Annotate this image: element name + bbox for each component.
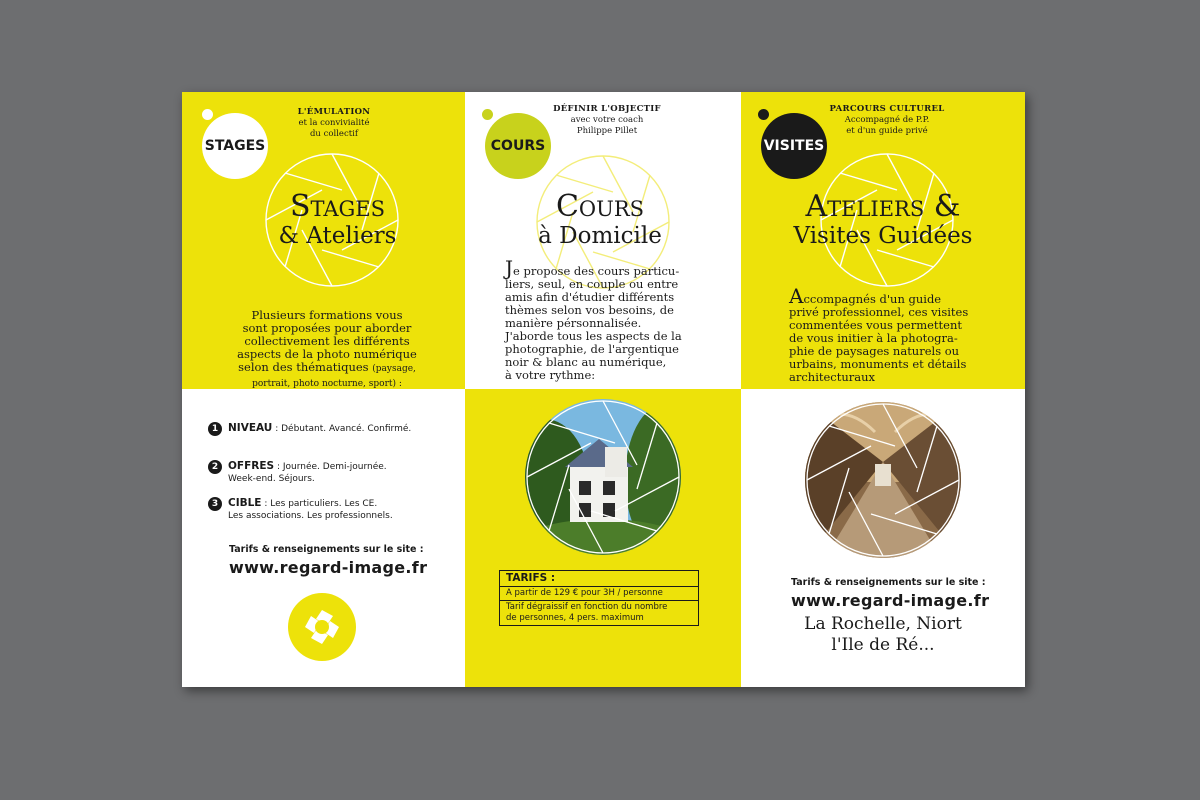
intro-text-stages: Plusieurs formations vous sont proposées pour aborder collectivement les différents aspects de la photo numérique selon des thématiques (paysage, portrait, photo nocturne, sport) :: [237, 308, 417, 389]
photo-cloister: [805, 402, 961, 558]
intro-text-visites: Accompagnés d'un guide privé professionnel, ces visites commentées vous permettent de vous initier à la photogra- phie de paysages naturels ou urbains, monuments et détails architecturaux: [789, 284, 969, 384]
site-url[interactable]: www.regard-image.fr: [229, 558, 428, 577]
list-item-offres: 2 OFFRES : Journée. Demi-journée. Week-end. Séjours.: [208, 460, 387, 485]
site-label: Tarifs & renseignements sur le site :: [791, 577, 986, 588]
panel-stages: [182, 92, 465, 687]
tagline-visites: PARCOURS CULTUREL Accompagné de P.P. et d'un guide privé: [829, 104, 945, 136]
badge-visites: VISITES: [761, 113, 827, 179]
title-visites: Ateliers & Visites Guidées: [793, 189, 973, 249]
title-stages: Stages & Ateliers: [278, 189, 397, 249]
tarifs-box: TARIFS : A partir de 129 € pour 3H / personne Tarif dégraissif en fonction du nombre de personnes, 4 pers. maximum: [499, 570, 699, 626]
photo-house: [525, 399, 681, 555]
cities-text: La Rochelle, Niort l'Ile de Ré...: [804, 614, 962, 655]
list-item-cible: 3 CIBLE : Les particuliers. Les CE. Les associations. Les professionnels.: [208, 497, 393, 522]
panel-visites: [741, 92, 1025, 687]
title-cours: Cours à Domicile: [538, 189, 662, 249]
aperture-logo-icon: [287, 592, 357, 662]
badge-dot: [202, 109, 213, 120]
panel-cours: [465, 92, 741, 687]
list-item-niveau: 1 NIVEAU : Débutant. Avancé. Confirmé.: [208, 422, 411, 436]
tagline-cours: DÉFINIR L'OBJECTIF avec votre coach Philippe Pillet: [553, 104, 661, 136]
brochure: [182, 92, 1025, 687]
badge-stages: STAGES: [202, 113, 268, 179]
badge-dot: [758, 109, 769, 120]
site-label: Tarifs & renseignements sur le site :: [229, 544, 424, 555]
badge-cours: COURS: [485, 113, 551, 179]
intro-text-cours: Je propose des cours particu- liers, seul, en couple ou entre amis afin d'étudier différents thèmes selon vos besoins, de manière pérsonnalisée. J'aborde tous les aspects de la photographie, de l'argentique noir & blanc au numérique, à votre rythme:: [505, 256, 682, 382]
tagline-stages: L'ÉMULATION et la convivialité du collectif: [297, 107, 371, 139]
site-url[interactable]: www.regard-image.fr: [791, 591, 990, 610]
badge-dot: [482, 109, 493, 120]
